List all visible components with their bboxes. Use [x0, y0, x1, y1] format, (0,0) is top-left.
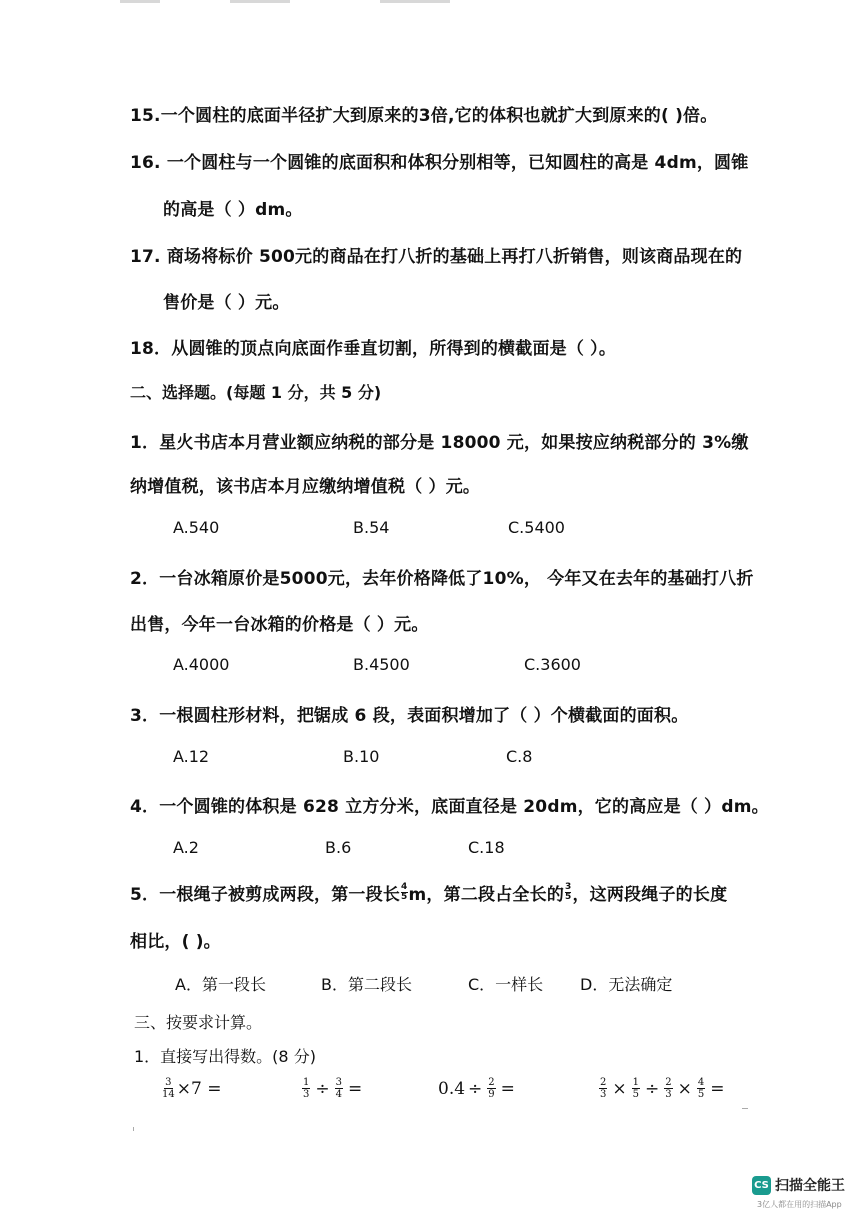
fraction [335, 1077, 343, 1100]
fraction-numerator: 3 [335, 1077, 342, 1088]
question-15: 15.一个圆柱的底面半径扩大到原来的3倍,它的体积也就扩大到原来的( )倍。 [130, 106, 718, 126]
expression-rest: ×7 = [176, 1078, 222, 1099]
choice-4-line1: 4．一个圆锥的体积是 628 立方分米，底面直径是 20dm，它的高应是（ ）dm。 [130, 797, 769, 817]
section-2-title: 二、选择题。(每题 1 分，共 5 分) [130, 383, 382, 402]
fraction-denominator: 5 [632, 1089, 639, 1100]
choice-5-line2: 相比，( )。 [130, 932, 221, 952]
choice-5-text-b: m，第二段占全长的 [408, 885, 565, 905]
choice-3-line1: 3．一根圆柱形材料，把锯成 6 段，表面积增加了（ ）个横截面的面积。 [130, 706, 689, 726]
calc-subheading: 1．直接写出得数。(8 分) [134, 1047, 316, 1066]
choice-2-line2: 出售，今年一台冰箱的价格是（ ）元。 [130, 615, 429, 635]
choice-2-option-b: B.4500 [353, 655, 410, 674]
operator: × [677, 1078, 692, 1099]
calc-expression-4 [597, 1077, 728, 1100]
fraction-numerator: 3 [165, 1077, 172, 1088]
question-17-line2: 售价是（ ）元。 [163, 293, 290, 313]
choice-4-option-b: B.6 [325, 838, 352, 857]
section-3-title: 三、按要求计算。 [134, 1013, 263, 1032]
choice-5-option-a: A．第一段长 [175, 975, 266, 994]
operator: × [612, 1078, 627, 1099]
fraction-numerator: 3 [565, 882, 572, 892]
operand: 0.4 [438, 1078, 466, 1099]
fraction-numerator: 4 [697, 1077, 705, 1088]
scan-speck [133, 1127, 134, 1131]
equals-sign: = [500, 1078, 515, 1099]
choice-1-option-b: B.54 [353, 518, 390, 537]
choice-5-option-c: C．一样长 [468, 975, 544, 994]
fraction-numerator: 1 [632, 1077, 639, 1088]
question-16-line1: 16. 一个圆柱与一个圆锥的底面积和体积分别相等，已知圆柱的高是 4dm，圆锥 [130, 153, 749, 173]
choice-1-line1: 1．星火书店本月营业额应纳税的部分是 18000 元，如果按应纳税部分的 3%缴 [130, 433, 749, 453]
fraction-denominator: 14 [162, 1089, 175, 1100]
operator: ÷ [645, 1078, 660, 1099]
calc-expression-1 [160, 1077, 221, 1100]
operator: ÷ [468, 1078, 483, 1099]
fraction [162, 1077, 175, 1100]
choice-2-option-c: C.3600 [524, 655, 581, 674]
choice-1-option-c: C.5400 [508, 518, 565, 537]
question-17-line1: 17. 商场将标价 500元的商品在打八折的基础上再打八折销售，则该商品现在的 [130, 247, 743, 267]
choice-4-option-a: A.2 [173, 838, 199, 857]
fraction-denominator: 9 [488, 1089, 495, 1100]
scan-speck [742, 1108, 748, 1109]
choice-5-option-d: D．无法确定 [580, 975, 673, 994]
fraction [487, 1077, 495, 1100]
fraction-denominator: 4 [335, 1089, 342, 1100]
operator: ÷ [315, 1078, 330, 1099]
fraction-numerator: 1 [303, 1077, 310, 1088]
choice-1-line2: 纳增值税，该书店本月应缴纳增值税（ ）元。 [130, 477, 481, 497]
choice-2-option-a: A.4000 [173, 655, 230, 674]
watermark-tagline: 3亿人都在用的扫描App [757, 1200, 842, 1209]
choice-4-option-c: C.18 [468, 838, 505, 857]
choice-5-text-a: 5．一根绳子被剪成两段，第一段长 [130, 885, 401, 905]
calc-expression-3 [438, 1077, 518, 1100]
fraction [697, 1077, 705, 1100]
question-18: 18．从圆锥的顶点向底面作垂直切割，所得到的横截面是（ ）。 [130, 339, 617, 359]
fraction-numerator: 2 [600, 1077, 607, 1088]
fraction-numerator: 4 [401, 882, 408, 892]
fraction-denominator: 5 [565, 892, 572, 902]
fraction-numerator: 2 [665, 1077, 672, 1088]
fraction [302, 1077, 310, 1100]
choice-5-text-c: ，这两段绳子的长度 [572, 885, 728, 905]
fraction [664, 1077, 672, 1100]
choice-1-option-a: A.540 [173, 518, 220, 537]
watermark-name: 扫描全能王 [775, 1178, 845, 1194]
camscanner-logo-icon: CS [752, 1176, 771, 1195]
choice-5-option-b: B．第二段长 [321, 975, 412, 994]
fraction-numerator: 2 [488, 1077, 495, 1088]
fraction [599, 1077, 607, 1100]
choice-3-option-a: A.12 [173, 747, 210, 766]
choice-5-line1 [130, 880, 727, 905]
question-16-line2: 的高是（ ）dm。 [163, 200, 303, 220]
scanner-watermark [752, 1175, 845, 1195]
fraction-denominator: 3 [665, 1089, 672, 1100]
fraction-denominator: 3 [600, 1089, 607, 1100]
fraction-four-fifths [401, 883, 407, 902]
fraction-three-fifths [565, 883, 571, 902]
choice-3-option-c: C.8 [506, 747, 533, 766]
scan-edge-marks [120, 0, 500, 4]
fraction-denominator: 3 [303, 1089, 310, 1100]
choice-3-option-b: B.10 [343, 747, 380, 766]
equals-sign: = [348, 1078, 363, 1099]
fraction-denominator: 5 [401, 892, 408, 902]
equals-sign: = [710, 1078, 725, 1099]
calc-expression-2 [300, 1077, 365, 1100]
fraction [632, 1077, 640, 1100]
fraction-denominator: 5 [697, 1089, 705, 1100]
choice-2-line1: 2．一台冰箱原价是5000元，去年价格降低了10%， 今年又在去年的基础打八折 [130, 569, 754, 589]
